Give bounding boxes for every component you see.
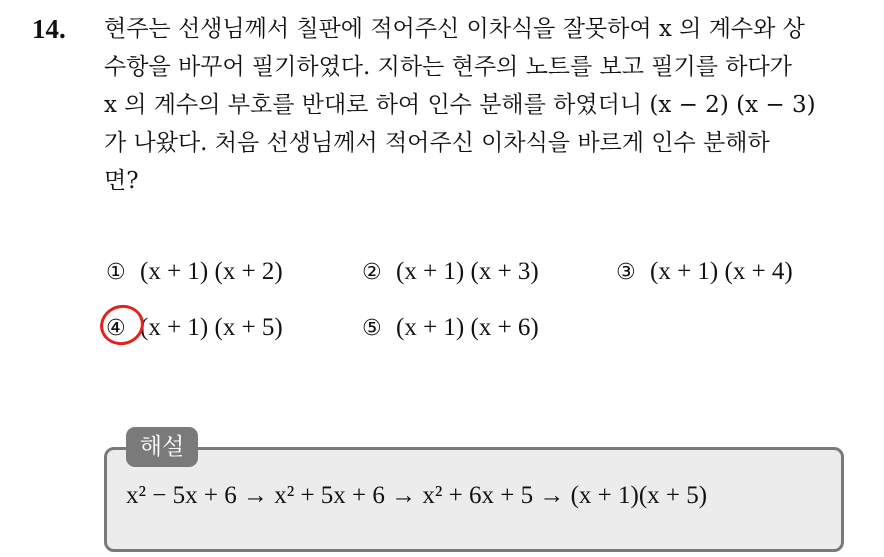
choice-expression: (x + 1) (x + 6) [396, 314, 539, 341]
choice-mark: ② [362, 260, 382, 285]
choice-row [106, 309, 826, 365]
choice-expression: (x + 1) (x + 4) [650, 258, 793, 285]
question-line: 면? [104, 168, 139, 194]
question-line: x 의 계수의 부호를 반대로 하여 인수 분해를 하였더니 (x − 2) (x − 3) [104, 92, 816, 118]
choice-mark: ③ [616, 260, 636, 285]
solution-text: x² − 5x + 6 → x² + 5x + 6 → x² + 6x + 5 → (x + 1)(x + 5) [126, 482, 708, 509]
question-stem [104, 12, 874, 202]
choice-mark: ⑤ [362, 316, 382, 341]
question-line: 가 나왔다. 처음 선생님께서 적어주신 이차식을 바르게 인수 분해하 [104, 130, 770, 156]
choice-2[interactable] [362, 253, 539, 291]
choice-expression: (x + 1) (x + 5) [140, 314, 283, 341]
answer-choices [106, 253, 826, 365]
question-line: 현주는 선생님께서 칠판에 적어주신 이차식을 잘못하여 x 의 계수와 상 [104, 16, 805, 42]
choice-expression: (x + 1) (x + 3) [396, 258, 539, 285]
choice-expression: (x + 1) (x + 2) [140, 258, 283, 285]
choice-mark: ① [106, 260, 126, 285]
choice-4[interactable] [106, 309, 283, 347]
question-number: 14. [32, 14, 66, 44]
choice-3[interactable] [616, 253, 793, 291]
choice-1[interactable] [106, 253, 283, 291]
question-line: 수항을 바꾸어 필기하였다. 지하는 현주의 노트를 보고 필기를 하다가 [104, 54, 792, 80]
choice-5[interactable] [362, 309, 539, 347]
choice-row [106, 253, 826, 309]
solution-tag: 해설 [126, 427, 198, 467]
choice-mark: ④ [106, 316, 126, 341]
